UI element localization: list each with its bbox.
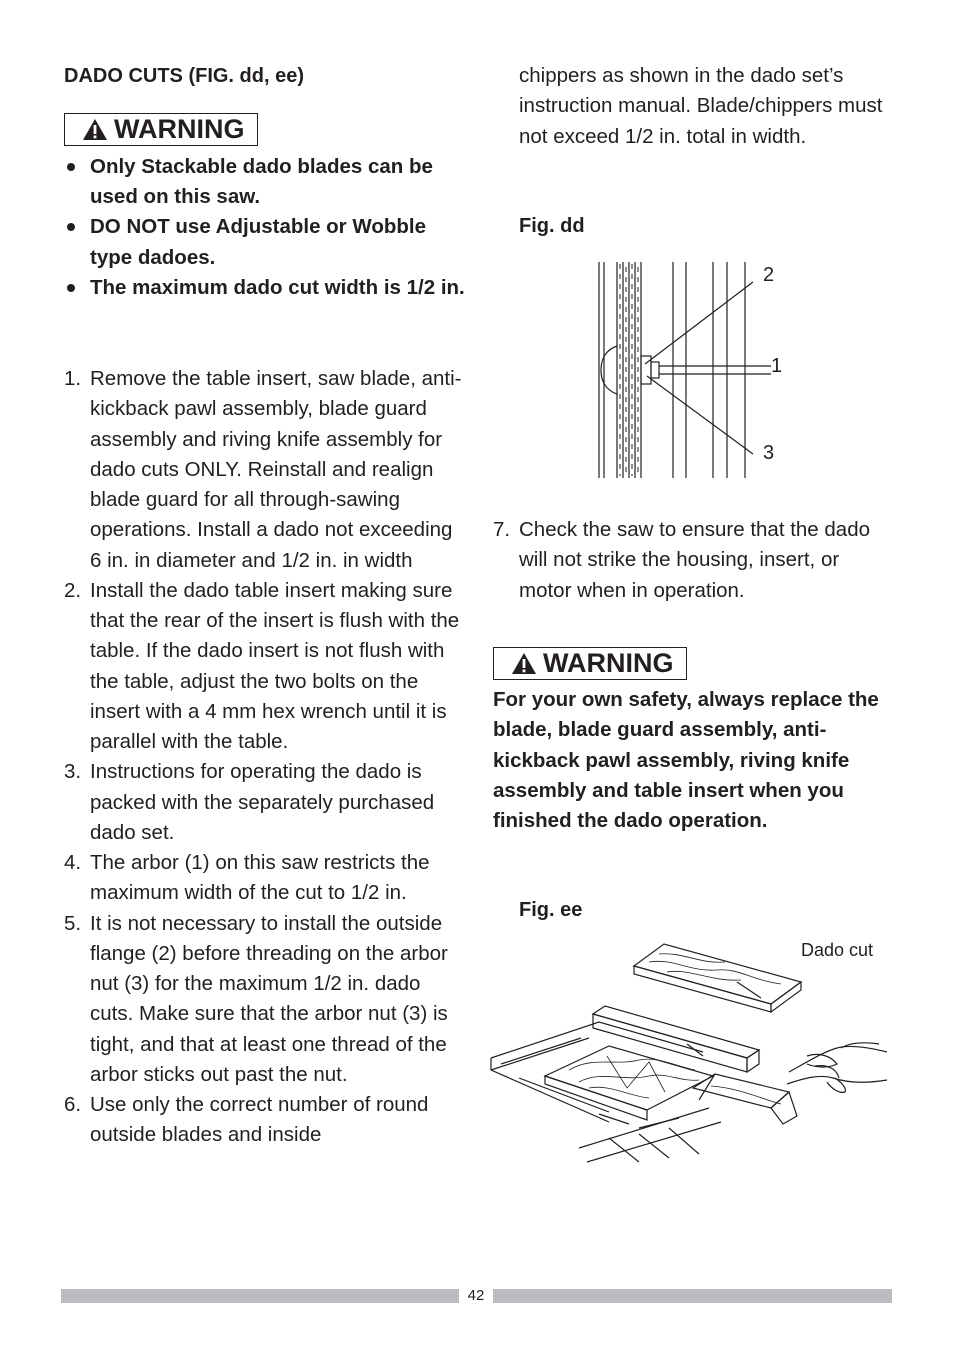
list-item: DO NOT use Adjustable or Wobble type dadoes.: [64, 212, 466, 272]
list-item: 3. Instructions for operating the dado is packed with the separately purchased dado set.: [64, 760, 435, 844]
fig-ee-label: Fig. ee: [519, 899, 583, 921]
warning-triangle-icon: [511, 652, 537, 675]
warning-label: WARNING: [543, 648, 674, 678]
footer-bar-left: [61, 1289, 459, 1303]
list-item: 5. It is not necessary to install the outside flange (2) before threading on the arbor nut (3) for the maximum 1/2 in. dado cuts. Make sure that the arbor nut (3) is tight, and that at least one thread of the arbor sticks out past the nut.: [64, 911, 448, 1086]
warning-label: WARNING: [114, 114, 245, 144]
fig-dd-label: Fig. dd: [519, 215, 585, 237]
warning-box-2: [493, 647, 687, 680]
list-item: 6. Use only the correct number of round outside blades and inside: [64, 1093, 429, 1147]
warning-text: For your own safety, always replace the blade, blade guard assembly, anti-kickback pawl assembly, riving knife assembly and table insert when you finished the dado operation.: [493, 688, 879, 833]
callout-2: 2: [763, 264, 775, 286]
warning-bullets: [64, 152, 466, 303]
bullet-dot: [67, 284, 75, 292]
fig-ee-illustration: [489, 938, 889, 1168]
list-item: 2. Install the dado table insert making sure that the rear of the insert is flush with the table. If the dado insert is not flush with the table, adjust the two bolts on the insert with a 4 mm hex wrench until it is parallel with the table.: [64, 578, 460, 753]
instruction-steps: [64, 364, 466, 1151]
page-number: 42: [467, 1287, 485, 1304]
list-item: 1. Remove the table insert, saw blade, anti-kickback pawl assembly, blade guard assembly and riving knife assembly for dado cuts ONLY. Reinstall and realign blade guard for all through-sawing operations. Install a dado not exceeding 6 in. in diameter and 1/2 in. in width: [64, 367, 462, 572]
callout-3: 3: [763, 442, 775, 464]
list-item: Only Stackable dado blades can be used on this saw.: [64, 152, 466, 212]
bullet-dot: [67, 223, 75, 231]
instruction-steps-continued: [493, 515, 893, 606]
list-item: 7. Check the saw to ensure that the dado will not strike the housing, insert, or motor when in operation.: [493, 518, 871, 602]
warning-box: [64, 113, 258, 146]
list-item: The maximum dado cut width is 1/2 in.: [64, 273, 466, 303]
bullet-dot: [67, 163, 75, 171]
step6-continuation: chippers as shown in the dado set’s instruction manual. Blade/chippers must not exceed 1/2 in. total in width.: [519, 64, 883, 148]
warning-triangle-icon: [82, 118, 108, 141]
callout-1: 1: [771, 355, 783, 377]
dado-cut-label: Dado cut: [801, 940, 874, 960]
section-heading: DADO CUTS (FIG. dd, ee): [64, 65, 304, 87]
list-item: 4. The arbor (1) on this saw restricts the maximum width of the cut to 1/2 in.: [64, 851, 430, 905]
footer-bar-right: [493, 1289, 892, 1303]
